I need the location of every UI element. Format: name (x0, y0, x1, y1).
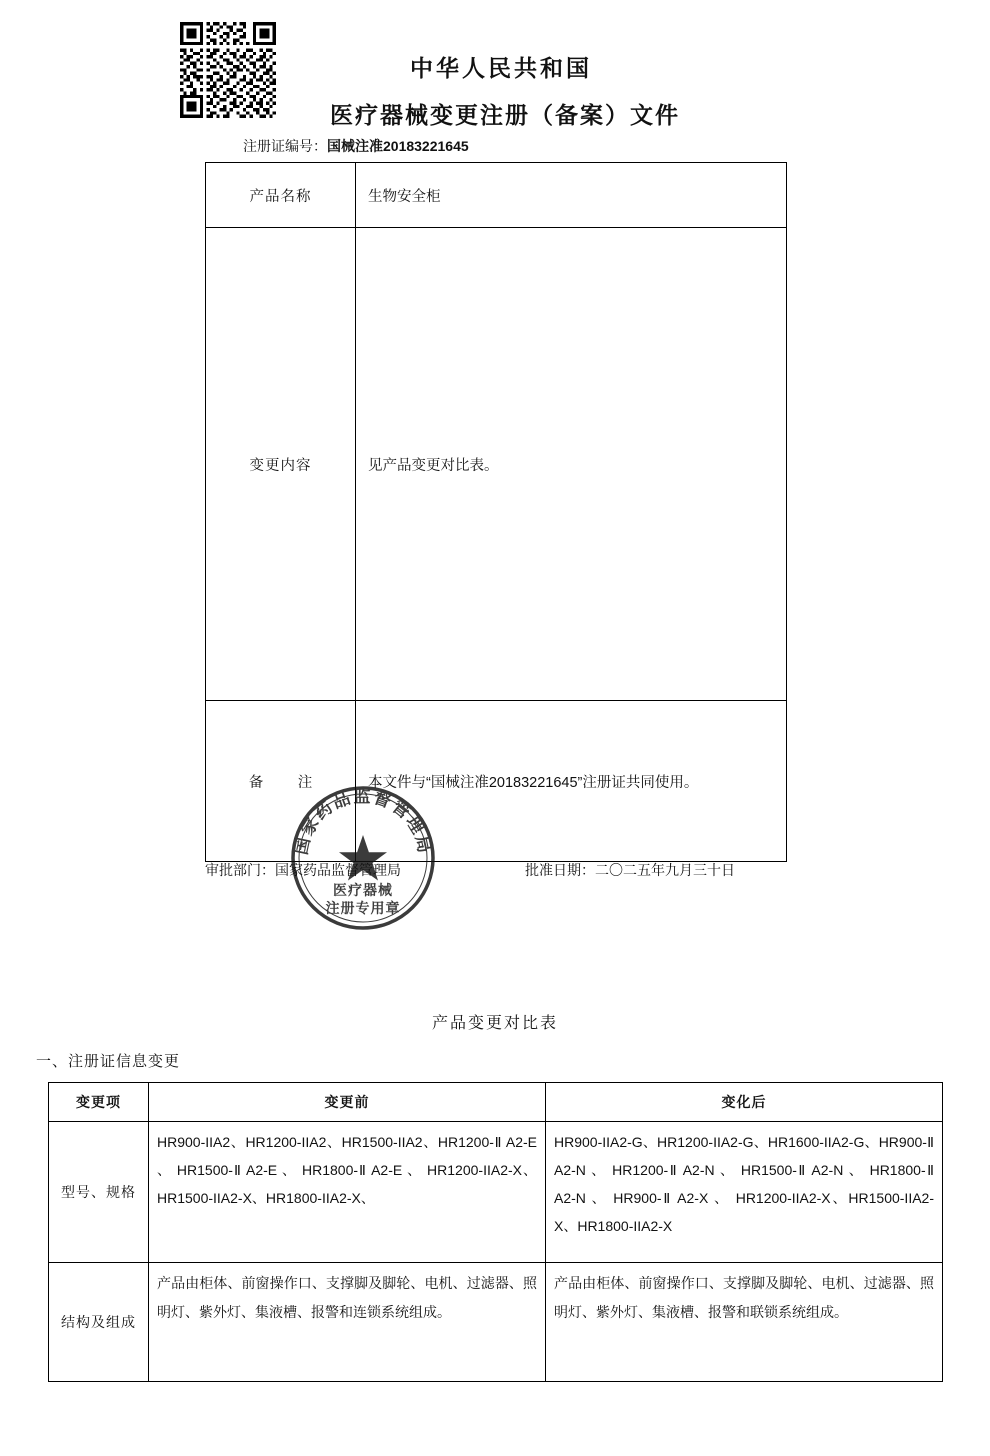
row-after-model: HR900-IIA2-G、HR1200-IIA2-G、HR1600-IIA2-G、HR900-Ⅱ A2-N 、 HR1200-Ⅱ A2-N 、 HR1500-Ⅱ A2-N 、 HR1800-Ⅱ A2-N 、 HR900-Ⅱ A2-X 、 HR1200-IIA2-X、HR1500-IIA2-X、HR1800-IIA2-X (546, 1122, 943, 1263)
row-after-structure: 产品由柜体、前窗操作口、支撑脚及脚轮、电机、过滤器、照明灯、紫外灯、集液槽、报警和联锁系统组成。 (546, 1263, 943, 1382)
official-seal (288, 783, 438, 933)
column-header-before: 变更前 (149, 1083, 546, 1122)
certificate-table (205, 162, 787, 862)
column-header-after: 变化后 (546, 1083, 943, 1122)
qr-code (180, 22, 276, 118)
table-row (206, 163, 787, 228)
comparison-table (48, 1082, 943, 1382)
svg-text:注册专用章: 注册专用章 (325, 900, 401, 916)
section-title: 一、注册证信息变更 (36, 1053, 181, 1070)
change-content-value: 见产品变更对比表。 (356, 228, 787, 701)
row-item-structure: 结构及组成 (49, 1263, 149, 1382)
document-header (330, 50, 830, 130)
document-title: 医疗器械变更注册（备案）文件 (330, 102, 680, 128)
table-header-row (49, 1083, 943, 1122)
remark-label: 备 注 (206, 701, 356, 862)
certificate-number-value: 国械注准20183221645 (327, 138, 469, 154)
approval-department: 审批部门：国家药品监督管理局 (205, 862, 401, 878)
comparison-table-title: 产品变更对比表 (431, 1015, 558, 1032)
svg-text:医疗器械: 医疗器械 (333, 882, 393, 898)
approval-date: 批准日期：二〇二五年九月三十日 (525, 862, 735, 878)
row-item-model: 型号、规格 (49, 1122, 149, 1263)
table-row (49, 1263, 943, 1382)
column-header-item: 变更项 (49, 1083, 149, 1122)
table-row (206, 228, 787, 701)
product-name-label: 产品名称 (206, 163, 356, 228)
row-before-model: HR900-IIA2、HR1200-IIA2、HR1500-IIA2、HR1200-Ⅱ A2-E 、 HR1500-Ⅱ A2-E 、 HR1800-Ⅱ A2-E 、 HR1200-IIA2-X、HR1500-IIA2-X、HR1800-IIA2-X、 (149, 1122, 546, 1263)
certificate-number (243, 136, 469, 156)
svg-text:国家药品监督管理局: 国家药品监督管理局 (291, 787, 435, 857)
certificate-number-label: 注册证编号： (243, 138, 327, 154)
remark-value: 本文件与“国械注准20183221645”注册证共同使用。 (356, 701, 787, 862)
table-row (49, 1122, 943, 1263)
row-before-structure: 产品由柜体、前窗操作口、支撑脚及脚轮、电机、过滤器、照明灯、紫外灯、集液槽、报警和连锁系统组成。 (149, 1263, 546, 1382)
change-content-label: 变更内容 (206, 228, 356, 701)
product-name-value: 生物安全柜 (356, 163, 787, 228)
country-title: 中华人民共和国 (410, 55, 592, 81)
